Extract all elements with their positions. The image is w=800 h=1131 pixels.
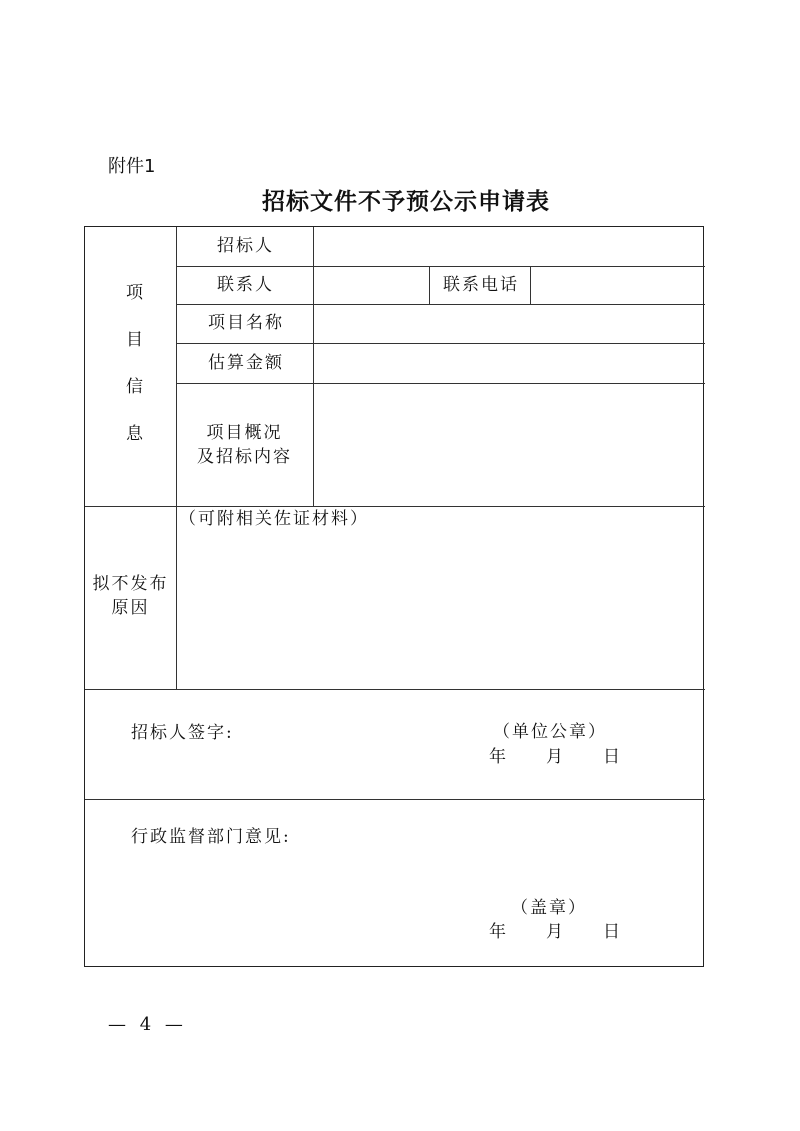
row-divider — [85, 799, 705, 800]
project-info-section-label: 项目信息 — [122, 283, 142, 471]
reason-label-line1: 拟不发布 — [92, 574, 169, 594]
reason-label — [85, 572, 176, 620]
reason-field[interactable] — [177, 532, 704, 688]
contact-label: 联系人 — [217, 275, 274, 295]
tenderer-label: 招标人 — [217, 236, 274, 256]
estimate-label: 估算金额 — [208, 353, 284, 373]
tenderer-field[interactable] — [314, 227, 704, 266]
supervision-opinion-label: 行政监督部门意见: — [131, 827, 291, 847]
tenderer-date: 年 月 日 — [489, 747, 622, 767]
reason-note: （可附相关佐证材料） — [179, 509, 369, 529]
contact-field[interactable] — [314, 267, 429, 304]
page-number: — 4 — — [108, 1014, 187, 1035]
form-title: 招标文件不予预公示申请表 — [262, 188, 550, 215]
application-form-table — [84, 226, 704, 967]
overview-field[interactable] — [314, 384, 704, 506]
attachment-label: 附件1 — [108, 156, 156, 177]
overview-line2: 及招标内容 — [197, 447, 292, 467]
project-name-label: 项目名称 — [208, 313, 284, 333]
col-divider — [429, 266, 430, 304]
tenderer-seal-label: （单位公章） — [493, 722, 607, 742]
row-divider — [85, 506, 705, 507]
reason-label-line2: 原因 — [111, 598, 150, 618]
project-name-field[interactable] — [314, 305, 704, 343]
estimate-field[interactable] — [314, 344, 704, 383]
overview-label — [176, 421, 313, 469]
supervision-seal-label: （盖章） — [511, 898, 587, 918]
phone-field[interactable] — [531, 267, 704, 304]
overview-line1: 项目概况 — [206, 423, 283, 443]
phone-label: 联系电话 — [443, 275, 519, 295]
row-divider — [85, 689, 705, 690]
tenderer-signature-label: 招标人签字: — [131, 723, 234, 743]
supervision-date: 年 月 日 — [489, 922, 622, 942]
